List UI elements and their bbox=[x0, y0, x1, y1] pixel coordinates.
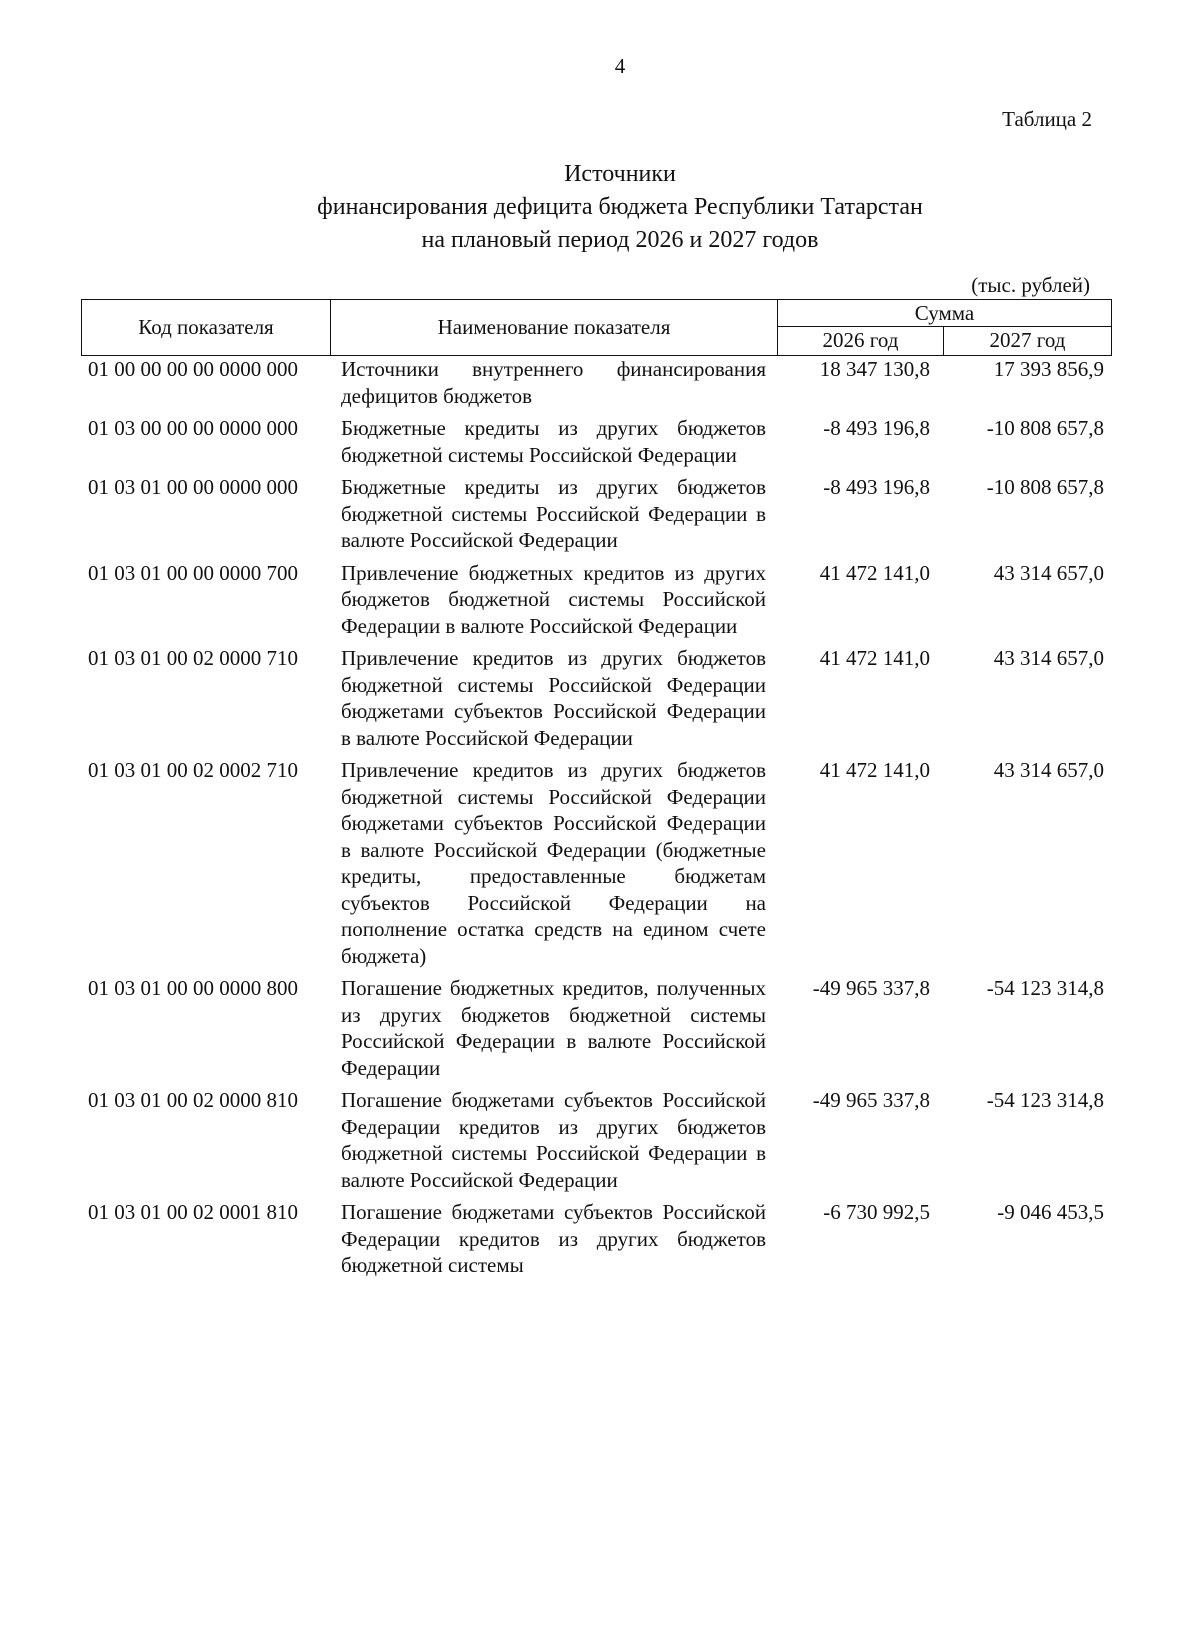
row-value-2026: 18 347 130,8 bbox=[819, 357, 930, 381]
row-value-2027: -10 808 657,8 bbox=[986, 416, 1104, 440]
row-name: Погашение бюджетных кредитов, полученных из других бюджетов бюджетной системы Российской Федерации в валюте Российской Федерации bbox=[341, 976, 766, 1080]
row-code: 01 03 01 00 02 0002 710 bbox=[88, 758, 298, 782]
row-name: Погашение бюджетами субъектов Российской Федерации кредитов из других бюджетов бюджетной системы bbox=[341, 1200, 766, 1277]
row-name: Погашение бюджетами субъектов Российской Федерации кредитов из других бюджетов бюджетной системы Российской Федерации в валюте Российской Федерации bbox=[341, 1088, 766, 1192]
table-row bbox=[88, 1087, 1112, 1193]
row-name: Привлечение кредитов из других бюджетов бюджетной системы Российской Федерации бюджетами субъектов Российской Федерации в валюте Российской Федерации (бюджетные кредиты, предоставленные бюджетам субъектов Российской Федерации на пополнение остатка средств на едином счете бюджета) bbox=[341, 758, 766, 968]
row-value-2027: 43 314 657,0 bbox=[993, 560, 1104, 585]
row-code: 01 03 01 00 02 0000 710 bbox=[88, 646, 298, 670]
row-code: 01 03 01 00 02 0000 810 bbox=[88, 1088, 298, 1112]
table-row bbox=[88, 560, 1112, 640]
row-value-2026: 41 472 141,0 bbox=[819, 560, 930, 585]
table-header bbox=[81, 299, 1112, 356]
table-row bbox=[88, 757, 1112, 969]
row-code: 01 03 00 00 00 0000 000 bbox=[88, 416, 298, 440]
header-name: Наименование показателя bbox=[437, 315, 671, 339]
row-name: Бюджетные кредиты из других бюджетов бюджетной системы Российской Федерации в валюте Российской Федерации bbox=[341, 475, 766, 552]
table-body bbox=[88, 356, 1112, 1285]
header-year-2026: 2026 год bbox=[822, 328, 899, 352]
table-row bbox=[88, 474, 1112, 554]
units-label: (тыс. рублей) bbox=[971, 273, 1090, 297]
row-name: Привлечение бюджетных кредитов из других бюджетов бюджетной системы Российской Федерации в валюте Российской Федерации bbox=[341, 560, 766, 638]
row-value-2027: -10 808 657,8 bbox=[986, 475, 1104, 499]
table-row bbox=[88, 356, 1112, 409]
header-sum: Сумма bbox=[914, 301, 975, 325]
document-title bbox=[0, 158, 1200, 257]
title-line-2: финансирования дефицита бюджета Республики Татарстан bbox=[317, 194, 923, 220]
row-code: 01 03 01 00 00 0000 700 bbox=[88, 560, 298, 585]
row-value-2026: -6 730 992,5 bbox=[823, 1200, 930, 1224]
row-name: Бюджетные кредиты из других бюджетов бюджетной системы Российской Федерации bbox=[341, 416, 766, 467]
row-value-2026: -49 965 337,8 bbox=[812, 1088, 930, 1112]
row-value-2026: -49 965 337,8 bbox=[812, 976, 930, 1000]
row-code: 01 03 01 00 00 0000 800 bbox=[88, 976, 298, 1000]
page-number: 4 bbox=[614, 54, 626, 78]
row-value-2027: -9 046 453,5 bbox=[997, 1200, 1104, 1224]
row-code: 01 03 01 00 00 0000 000 bbox=[88, 475, 298, 499]
row-value-2026: -8 493 196,8 bbox=[823, 416, 930, 440]
row-name: Привлечение кредитов из других бюджетов бюджетной системы Российской Федерации бюджетами субъектов Российской Федерации в валюте Российской Федерации bbox=[341, 646, 766, 750]
row-value-2027: -54 123 314,8 bbox=[986, 976, 1104, 1000]
row-code: 01 03 01 00 02 0001 810 bbox=[88, 1200, 298, 1224]
row-value-2026: -8 493 196,8 bbox=[823, 475, 930, 499]
title-line-1: Источники bbox=[564, 161, 676, 187]
header-code: Код показателя bbox=[138, 315, 274, 339]
header-year-2027: 2027 год bbox=[989, 328, 1066, 352]
row-name: Источники внутреннего финансирования дефицитов бюджетов bbox=[341, 357, 766, 408]
table-row bbox=[88, 415, 1112, 468]
table-row bbox=[88, 1199, 1112, 1279]
table-row bbox=[88, 975, 1112, 1081]
row-code: 01 00 00 00 00 0000 000 bbox=[88, 357, 298, 381]
row-value-2027: 43 314 657,0 bbox=[993, 646, 1104, 670]
table-label: Таблица 2 bbox=[1002, 107, 1092, 131]
row-value-2026: 41 472 141,0 bbox=[819, 758, 930, 782]
row-value-2026: 41 472 141,0 bbox=[819, 646, 930, 670]
row-value-2027: 43 314 657,0 bbox=[993, 758, 1104, 782]
row-value-2027: -54 123 314,8 bbox=[986, 1088, 1104, 1112]
title-line-3: на плановый период 2026 и 2027 годов bbox=[421, 227, 819, 253]
table-row bbox=[88, 645, 1112, 751]
row-value-2027: 17 393 856,9 bbox=[993, 357, 1104, 381]
